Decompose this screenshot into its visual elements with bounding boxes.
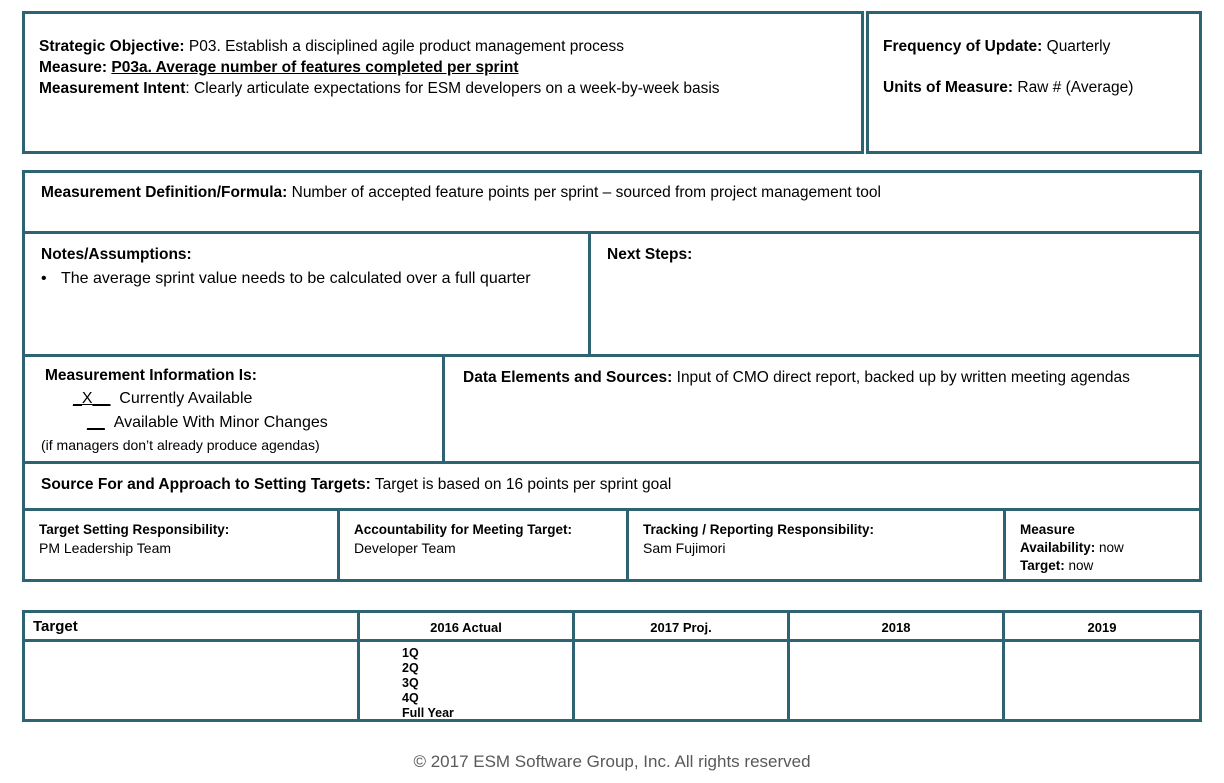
measure-value: P03a. Average number of features completed per sprint <box>111 59 519 76</box>
source-for-targets-cell <box>25 464 1199 508</box>
tracking-reporting-value: Sam Fujimori <box>643 540 726 556</box>
period-label: Full Year <box>402 706 454 720</box>
notes-assumptions-cell <box>25 234 585 354</box>
period-label: 1Q <box>402 646 419 660</box>
target-setting-responsibility-cell <box>25 511 337 579</box>
measurement-information-label: Measurement Information Is: <box>45 367 257 384</box>
frequency-of-update-label: Frequency of Update: <box>883 38 1043 55</box>
units-of-measure-label: Units of Measure: <box>883 79 1014 96</box>
option-currently-available-mark: _X__ <box>73 390 111 407</box>
measurement-intent-value: : Clearly articulate expectations for ESM developers on a week-by-week basis <box>185 80 720 97</box>
option-available-with-minor-changes-label: Available With Minor Changes <box>113 414 328 431</box>
strategic-objective-line <box>39 36 861 57</box>
measure-target-row <box>1020 557 1199 575</box>
option-currently-available-label: Currently Available <box>119 390 253 407</box>
frequency-of-update-value: Quarterly <box>1042 38 1111 55</box>
measure-availability-title: Measure <box>1020 522 1075 537</box>
accountability-label: Accountability for Meeting Target: <box>354 522 573 537</box>
notes-assumptions-label: Notes/Assumptions: <box>41 246 192 263</box>
measure-availability-label: Availability: <box>1020 540 1096 555</box>
accountability-for-meeting-target-cell <box>340 511 626 579</box>
tracking-reporting-label: Tracking / Reporting Responsibility: <box>643 522 875 537</box>
period-label: 2Q <box>402 661 419 675</box>
measure-label: Measure: <box>39 59 108 76</box>
measurement-definition-value: Number of accepted feature points per sprint – sourced from project management tool <box>287 184 881 201</box>
table-header-2019: 2019 <box>1087 620 1117 635</box>
measure-target-label: Target: <box>1020 558 1065 573</box>
units-of-measure-value: Raw # (Average) <box>1013 79 1134 96</box>
units-of-measure-line <box>883 77 1199 98</box>
measurement-information-footnote: (if managers don’t already produce agendas) <box>41 437 320 453</box>
table-header-2017: 2017 Proj. <box>650 620 712 635</box>
measure-line <box>39 57 861 78</box>
next-steps-label: Next Steps: <box>607 246 693 263</box>
option-available-with-minor-changes-mark: __ <box>87 414 105 431</box>
strategic-objective-label: Strategic Objective: <box>39 38 185 55</box>
measurement-intent-label: Measurement Intent <box>39 80 186 97</box>
accountability-value: Developer Team <box>354 540 456 556</box>
measurement-information-cell <box>25 357 439 461</box>
bullet-icon: • <box>41 270 47 287</box>
strategic-objective-value: P03. Establish a disciplined agile product management process <box>184 38 624 55</box>
target-table <box>22 610 1202 722</box>
table-row-label: Target <box>33 618 78 635</box>
frequency-of-update-line <box>883 36 1199 57</box>
option-currently-available[interactable] <box>45 387 439 411</box>
measurement-intent-line <box>39 78 861 99</box>
data-elements-label: Data Elements and Sources: <box>463 369 673 386</box>
measure-details-block <box>22 170 1202 582</box>
copyright-footer: © 2017 ESM Software Group, Inc. All rights reserved <box>413 752 811 771</box>
measure-availability-row <box>1020 539 1199 557</box>
source-for-targets-label: Source For and Approach to Setting Targets: <box>41 476 371 493</box>
source-for-targets-value: Target is based on 16 points per sprint goal <box>370 476 672 493</box>
table-cell-2016-periods <box>360 642 572 719</box>
table-header-divider <box>25 639 1199 642</box>
next-steps-cell <box>591 234 1199 354</box>
notes-bullet-text: The average sprint value needs to be calculated over a full quarter <box>61 270 531 287</box>
data-elements-value: Input of CMO direct report, backed up by written meeting agendas <box>672 369 1130 386</box>
period-label: 4Q <box>402 691 419 705</box>
notes-bullet-item <box>41 267 585 290</box>
target-setting-responsibility-label: Target Setting Responsibility: <box>39 522 230 537</box>
measurement-definition-label: Measurement Definition/Formula: <box>41 184 288 201</box>
period-label: 3Q <box>402 676 419 690</box>
header-identity-box <box>22 11 864 154</box>
measure-availability-value: now <box>1095 540 1124 555</box>
target-setting-responsibility-value: PM Leadership Team <box>39 540 172 556</box>
table-header-2016: 2016 Actual <box>430 620 502 635</box>
tracking-reporting-responsibility-cell <box>629 511 1003 579</box>
table-header-2018: 2018 <box>881 620 911 635</box>
header-meta-box <box>866 11 1202 154</box>
option-available-with-minor-changes[interactable] <box>45 411 439 435</box>
measure-target-value: now <box>1064 558 1094 573</box>
measure-availability-cell <box>1006 511 1199 579</box>
data-elements-and-sources-cell <box>445 357 1199 461</box>
measurement-definition-cell <box>25 173 1199 231</box>
